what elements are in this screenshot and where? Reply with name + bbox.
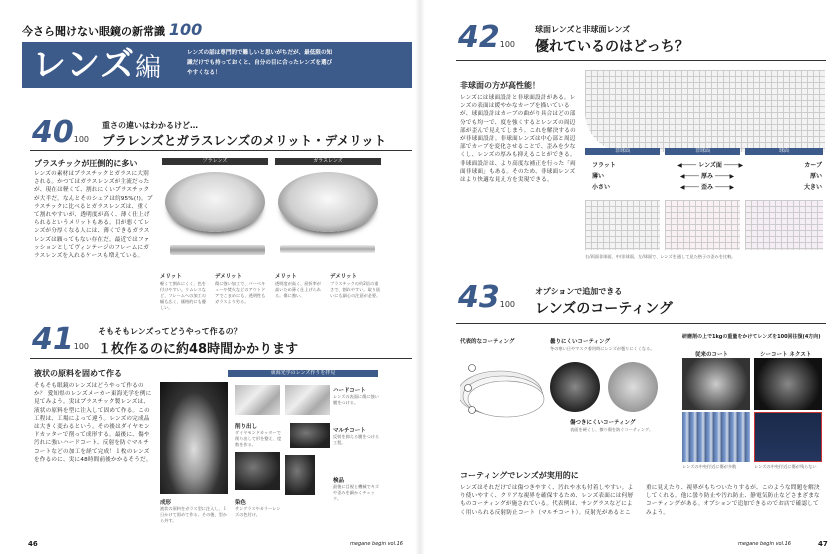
- after-label: シーコート ネクスト: [760, 352, 812, 358]
- s40-number: 40100: [32, 115, 90, 150]
- step-photo-1: [235, 385, 280, 415]
- grid-label-3: 球面: [745, 148, 823, 155]
- folio-left: 46: [28, 540, 38, 548]
- s43-body: レンズはそれだけでは傷つきやすく、汚れや水も付着しやすい。より使いやすく、クリアな視界を確保するため、レンズ表面には何層ものコーティングが施されている。代表例は、サングラスなどによく用いられる反射防止コート（マルチコート）。反射光があるとこ重に見えたり、視界がもちついたりするが、このような問題を解決してくれる。他に曇り防止や汚れ防止、静電気防止などさまざまなコーティングがある。オプションで追加できるのでお店で確認してみよう。: [460, 485, 820, 516]
- scratch-test-title: 研磨剤の上で1kgの重量をかけてレンズを100回往復(4方向): [682, 334, 821, 340]
- before-label: 従来のコート: [695, 352, 729, 358]
- step5-label: マルチコート: [333, 428, 366, 434]
- grid-photo-1: [585, 200, 660, 250]
- step-photo-3: [235, 452, 280, 490]
- gl-demerit-label: デメリット: [330, 274, 358, 280]
- mold-photo: [160, 382, 228, 494]
- s43-sub: コーティングでレンズが実用的に: [460, 471, 579, 480]
- folio-right: 47: [818, 540, 828, 548]
- pl-merit-text: 軽くて割れにくく、色を付けやすい。リムレスなど、フレームへの加工の幅も広く、価格的にも優しい。: [160, 281, 206, 310]
- c1-text: 冬の寒い日やマスク着用時にレンズが曇りにくくなる。: [550, 346, 655, 351]
- pl-demerit-text: 傷に強い加工で、バーベキューや焚火などのアウトドアでこまめにも、透明性もガラスより劣る。: [215, 281, 266, 304]
- s42-number: 42100: [458, 20, 516, 55]
- s43-kicker: オプションで追加できる: [535, 287, 623, 296]
- s40-kicker: 重さの違いはわかるけど…: [102, 121, 198, 130]
- grid-label-2: 非球面: [665, 148, 740, 155]
- step-photo-4: [285, 455, 315, 495]
- s42-kicker: 球面レンズと非球面レンズ: [535, 25, 631, 34]
- s41-body: そもそも眼鏡のレンズはどうやって作るのか？ 愛知県のレンズメーカー東海光学を例に見てみよう。実はプラスチック製レンズは、液状の原料を型に注入して固めて作る。この工程は、工場によって違う。レンズの完成品は大きく変わるという。その後はダイヤモンドカッターで削って成形する。最後に、傷や汚れに強いハードコート、反射を防ぐマルチコートなどの加工を経て完成！１枚のレンズを作るのに、実に48時間前後かかるそうだ。: [34, 383, 152, 463]
- before-caption: レンズの中央付近に傷が多数: [682, 464, 737, 469]
- series-title: 今さら聞けない眼鏡の新常識 100: [22, 20, 203, 39]
- steps-title: 東海光学のレンズ作りを拝見: [228, 370, 378, 377]
- pl-demerit-label: デメリット: [215, 274, 243, 280]
- s40-sub: プラスチックが圧倒的に多い: [34, 159, 138, 168]
- after-micro-photo: [754, 412, 822, 462]
- step2-text: ダイヤモンドカッターで削り出して形を整え、度数を作る。: [235, 430, 282, 447]
- gl-merit-text: 透明度が高く、屈折率が高いため薄く仕上げられる。傷に強い。: [275, 281, 322, 298]
- grid-compare-photo: [585, 70, 825, 152]
- coating-layer-diagram: [460, 348, 550, 443]
- step3-text: サングラスやカラーレンズの色付け。: [235, 506, 281, 517]
- banner-desc: レンズの話は専門的で難しいと思いがちだが、最低限の知識だけでも持っておくと、自分の目に合ったレンズを選びやすくなる！: [187, 50, 333, 76]
- c1-label: 曇りにくいコーティング: [550, 339, 610, 345]
- step5-text: 反射を抑える膜をつける工程。: [333, 434, 380, 445]
- step6-label: 検品: [333, 478, 345, 484]
- lens-banner: レンズ編 レンズの話は専門的で難しいと思いがちだが、最低限の知識だけでも持っておくと、自分の目に合ったレンズを選びやすくなる！: [22, 42, 412, 88]
- coat-label: 代表的なコーティング: [460, 339, 515, 345]
- c2-text: 表面を硬くし、擦り傷を防ぐコーティング。: [570, 427, 654, 432]
- footer-right: megane begin vol.16: [738, 541, 791, 547]
- glass-lens-photo: [278, 172, 378, 232]
- grid-photo-3: [745, 200, 823, 250]
- step2-label: 削り出し: [235, 424, 258, 430]
- c2-label: 傷つきにくいコーティング: [570, 420, 636, 426]
- step1-label: 成形: [160, 500, 172, 506]
- gl-merit-label: メリット: [275, 274, 297, 280]
- s41-sub: 液状の原料を固めて作る: [34, 369, 122, 378]
- step-photo-2: [285, 385, 330, 415]
- grid-photo-2: [665, 200, 740, 250]
- step4-label: ハードコート: [333, 388, 366, 394]
- step1-text: 液状の原料をガラス型に注入し、１日かけて固めて作る。その後、型から外す。: [160, 506, 228, 523]
- fog-lens-photo-1: [550, 362, 600, 412]
- spine-shadow: [415, 0, 425, 554]
- after-lens-photo: [754, 358, 822, 410]
- s43-number: 43100: [458, 280, 516, 315]
- s41-title: １枚作るのに約48時間かかります: [98, 342, 299, 357]
- step6-text: 最後に目視と機械でキズや歪みを細かくチェック。: [333, 484, 379, 501]
- pl-merit-label: メリット: [160, 274, 182, 280]
- s42-title: 優れているのはどっち？: [535, 39, 689, 55]
- after-caption: レンズの中央付近に傷が残らない: [754, 464, 817, 469]
- compare-table: フラット ◀──── レンズ面 ────▶ カーブ 薄い ◀──── 厚み ────▶ 厚い 小さい ◀──── 歪み ────▶ 大きい: [592, 162, 822, 191]
- step4-text: レンズの表面に傷に強い膜をつける。: [333, 394, 379, 405]
- plastic-lens-photo: [165, 172, 265, 232]
- right-page: [420, 0, 840, 554]
- plastic-lens-label: プラレンズ: [162, 158, 268, 165]
- s41-number: 41100: [32, 322, 90, 357]
- s43-title: レンズのコーティング: [535, 301, 673, 317]
- s42-sub: 非球面の方が高性能！: [460, 81, 540, 90]
- s42-body: レンズには球面設計と非球面設計がある。レンズの表面は緩やかなカーブを描いているが、球面設計はカーブの曲がり具合はどの部分でも均一で、度を強くするとレンズの周辺部が歪んで見えてしまう。これを解決するのが非球面設計。非球面レンズは中心部と周辺部でカーブを変化させることで、歪みを少なくし、レンズの厚みも抑えることができる。非球面設計は、より高度な補正を行った「両面非球面」もある。そのため、非球面レンズはより快適な見え方を実現できる。: [460, 95, 576, 184]
- glass-lens-label: ガラスレンズ: [275, 158, 381, 165]
- s41-kicker: そもそもレンズってどうやって作るの？: [98, 327, 242, 336]
- s40-body: レンズの素材はプラスチックとガラスに大別される。かつてはガラスレンズが主流だったが、現在は軽くて、割れにくいプラスチックが大半だ。なんとそのシェアは約95%(!)。プラスチックに比べるとガラスレンズは、重くて割れやすいが、透明度が高く、薄く仕上げられるというメリットもある。目が悪くてレンズが分厚くなる人には、薄くできるガラスレンズは願ってもない存在だ。最近ではファッションとしてヴィンテージのフレームにガラスレンズを入れるケースも増えている。: [34, 171, 153, 260]
- fog-lens-photo-2: [608, 362, 658, 412]
- step-photo-5: [290, 423, 330, 448]
- before-lens-photo: [682, 358, 750, 410]
- footer-left: megane begin vol.16: [350, 541, 403, 547]
- s42-note: 右/両面非球面、中/非球面、左/球面で、レンズを通して見た格子の歪みを比較。: [585, 254, 736, 259]
- grid-label-1: 非球面: [585, 148, 660, 155]
- before-micro-photo: [682, 412, 750, 462]
- gl-demerit-text: プラスチックの約2倍の重さで、割れやすい。取り扱いにも細心の注意が必要。: [330, 281, 381, 298]
- step3-label: 染色: [235, 500, 247, 506]
- s40-title: プラレンズとガラスレンズのメリット・デメリット: [102, 133, 387, 148]
